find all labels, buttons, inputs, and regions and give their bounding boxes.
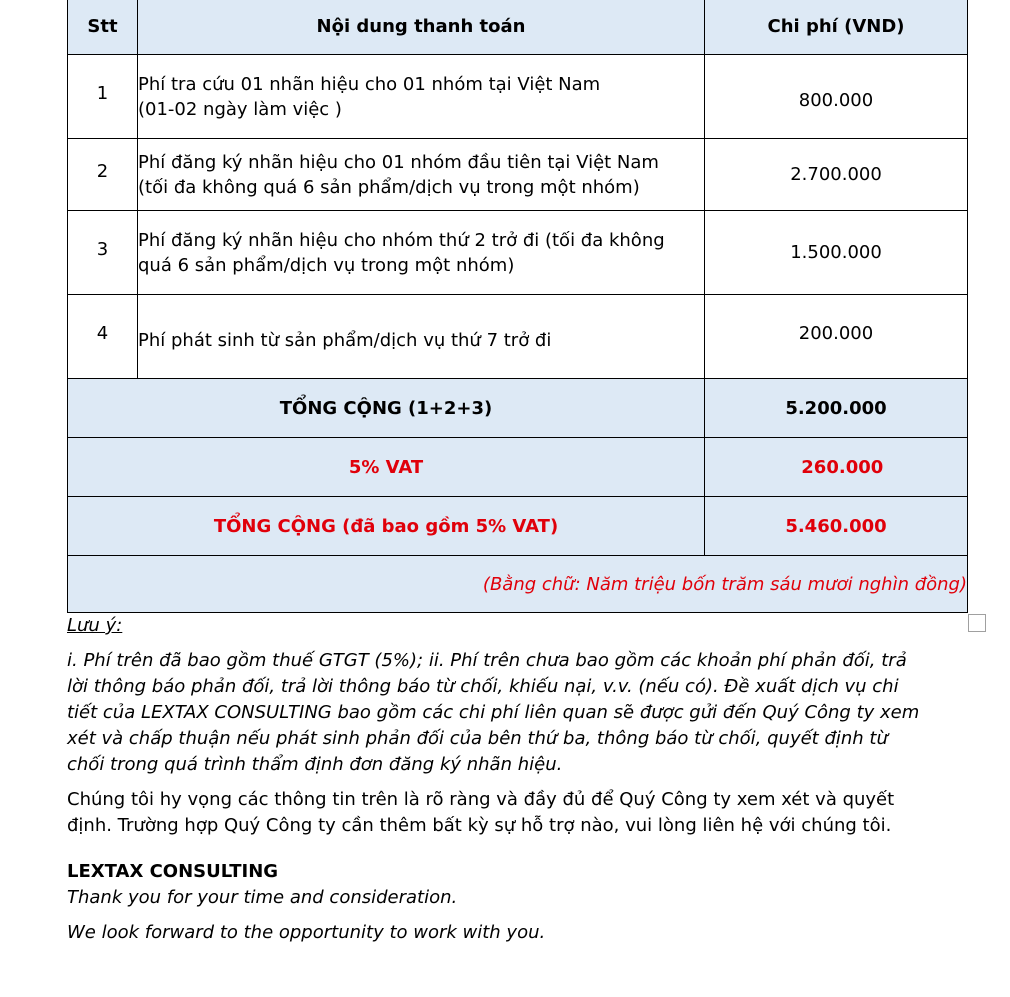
note-line: chối trong quá trình thẩm định đơn đăng ký nhãn hiệu. <box>67 754 563 775</box>
total-value: 5.460.000 <box>705 497 968 556</box>
row-description-line: (01-02 ngày làm việc ) <box>138 98 342 120</box>
table-row <box>68 295 968 379</box>
table-row <box>68 211 968 295</box>
row-number: 2 <box>68 139 138 211</box>
header-content: Nội dung thanh toán <box>138 0 705 55</box>
row-description <box>138 139 705 211</box>
total-label: TỔNG CỘNG (đã bao gồm 5% VAT) <box>68 497 705 556</box>
closing-line: định. Trường hợp Quý Công ty cần thêm bất kỳ sự hỗ trợ nào, vui lòng liên hệ với chúng tôi. <box>67 815 892 836</box>
company-name: LEXTAX CONSULTING <box>67 861 279 882</box>
row-description-line: Phí đăng ký nhãn hiệu cho nhóm thứ 2 trở đi (tối đa không <box>138 229 665 251</box>
row-cost: 2.700.000 <box>705 139 968 211</box>
table-header-row <box>68 0 968 55</box>
note-line: i. Phí trên đã bao gồm thuế GTGT (5%); ii. Phí trên chưa bao gồm các khoản phí phản đối, trả <box>67 650 907 671</box>
vat-label: 5% VAT <box>68 438 705 497</box>
amount-in-words: (Bằng chữ: Năm triệu bốn trăm sáu mươi nghìn đồng) <box>68 556 968 613</box>
subtotal-value: 5.200.000 <box>705 379 968 438</box>
table-row <box>68 139 968 211</box>
row-number: 1 <box>68 55 138 139</box>
row-description <box>138 211 705 295</box>
vat-row <box>68 438 968 497</box>
closing-paragraph <box>67 787 967 839</box>
note-text <box>67 648 967 778</box>
row-number: 3 <box>68 211 138 295</box>
vat-value: 260.000 <box>705 438 968 497</box>
row-description-line: quá 6 sản phẩm/dịch vụ trong một nhóm) <box>138 254 515 276</box>
fee-table <box>67 0 968 613</box>
amount-in-words-row <box>68 556 968 613</box>
row-number: 4 <box>68 295 138 379</box>
header-stt: Stt <box>68 0 138 55</box>
checkbox[interactable] <box>968 614 986 632</box>
row-description-line: Phí tra cứu 01 nhãn hiệu cho 01 nhóm tại Việt Nam <box>138 73 601 95</box>
thanks-line: Thank you for your time and consideration. <box>67 887 458 908</box>
subtotal-label: TỔNG CỘNG (1+2+3) <box>68 379 705 438</box>
closing-line: Chúng tôi hy vọng các thông tin trên là rõ ràng và đầy đủ để Quý Công ty xem xét và quyết <box>67 789 895 810</box>
subtotal-row <box>68 379 968 438</box>
total-row <box>68 497 968 556</box>
row-description-line: (tối đa không quá 6 sản phẩm/dịch vụ trong một nhóm) <box>138 176 640 198</box>
row-cost: 1.500.000 <box>705 211 968 295</box>
note-label: Lưu ý: <box>67 615 123 636</box>
table-row <box>68 55 968 139</box>
note-line: xét và chấp thuận nếu phát sinh phản đối của bên thứ ba, thông báo từ chối, quyết định từ <box>67 728 888 749</box>
row-cost: 200.000 <box>705 295 968 379</box>
header-cost: Chi phí (VND) <box>705 0 968 55</box>
forward-line: We look forward to the opportunity to work with you. <box>67 922 546 943</box>
row-description-line: Phí đăng ký nhãn hiệu cho 01 nhóm đầu tiên tại Việt Nam <box>138 151 659 173</box>
row-description <box>138 55 705 139</box>
note-line: tiết của LEXTAX CONSULTING bao gồm các chi phí liên quan sẽ được gửi đến Quý Công ty xem <box>67 702 920 723</box>
row-description: Phí phát sinh từ sản phẩm/dịch vụ thứ 7 trở đi <box>138 295 705 379</box>
row-cost: 800.000 <box>705 55 968 139</box>
note-line: lời thông báo phản đối, trả lời thông báo từ chối, khiếu nại, v.v. (nếu có). Đề xuất dịch vụ chi <box>67 676 899 697</box>
